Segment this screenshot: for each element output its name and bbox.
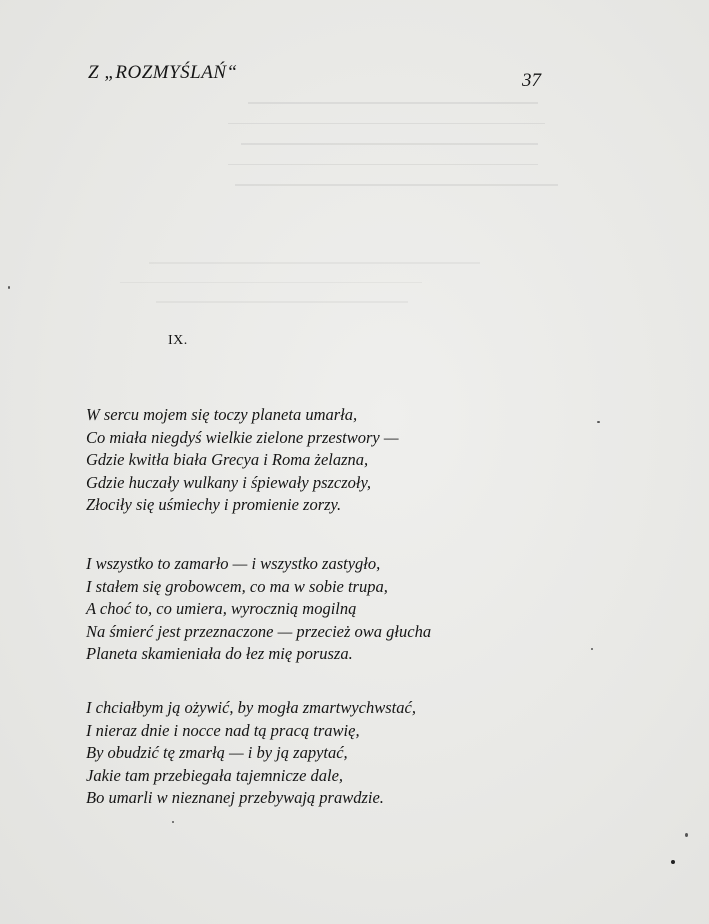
- poem-line: Bo umarli w nieznanej przebywają prawdzie.: [86, 788, 384, 807]
- show-through-text-lower: [120, 262, 480, 322]
- paper-speck: [597, 421, 600, 423]
- running-header: Z „ROZMYŚLAŃ“: [88, 62, 238, 83]
- poem-line: Na śmierć jest przeznaczone — przecież owa głucha: [86, 621, 432, 641]
- paper-speck: [685, 833, 688, 837]
- paper-speck: [591, 648, 593, 650]
- stanza-2: [86, 553, 431, 666]
- poem-line: I stałem się grobowcem, co ma w sobie trupa,: [86, 576, 388, 596]
- poem-line: Gdzie kwitła biała Grecya i Roma żelazna,: [86, 450, 369, 469]
- paper-speck: [671, 860, 675, 864]
- poem-line: By obudzić tę zmarłą — i by ją zapytać,: [86, 743, 348, 762]
- poem-line: Złociły się uśmiechy i promienie zorzy.: [86, 495, 342, 514]
- page-number: 37: [522, 70, 541, 91]
- stanza-3: [86, 697, 416, 810]
- poem-line: A choć to, co umiera, wyrocznią mogilną: [86, 599, 357, 618]
- poem-line: I wszystko to zamarło — i wszystko zastygło,: [86, 554, 381, 573]
- poem-line: I nieraz dnie i nocce nad tą pracą trawię,: [86, 720, 360, 740]
- show-through-text: [228, 102, 558, 212]
- poem-line: W sercu mojem się toczy planeta umarła,: [86, 405, 358, 424]
- stanza-1: [86, 404, 399, 517]
- section-number: IX.: [168, 333, 188, 348]
- paper-speck: [8, 286, 10, 289]
- poem-line: Co miała niegdyś wielkie zielone przestwory —: [86, 427, 399, 447]
- paper-speck: [172, 821, 174, 823]
- poem-line: I chciałbym ją ożywić, by mogła zmartwychwstać,: [86, 698, 416, 717]
- poem-line: Gdzie huczały wulkany i śpiewały pszczoły,: [86, 472, 372, 492]
- poem-line: Jakie tam przebiegała tajemnicze dale,: [86, 765, 344, 785]
- poem-line: Planeta skamieniała do łez mię porusza.: [86, 644, 353, 663]
